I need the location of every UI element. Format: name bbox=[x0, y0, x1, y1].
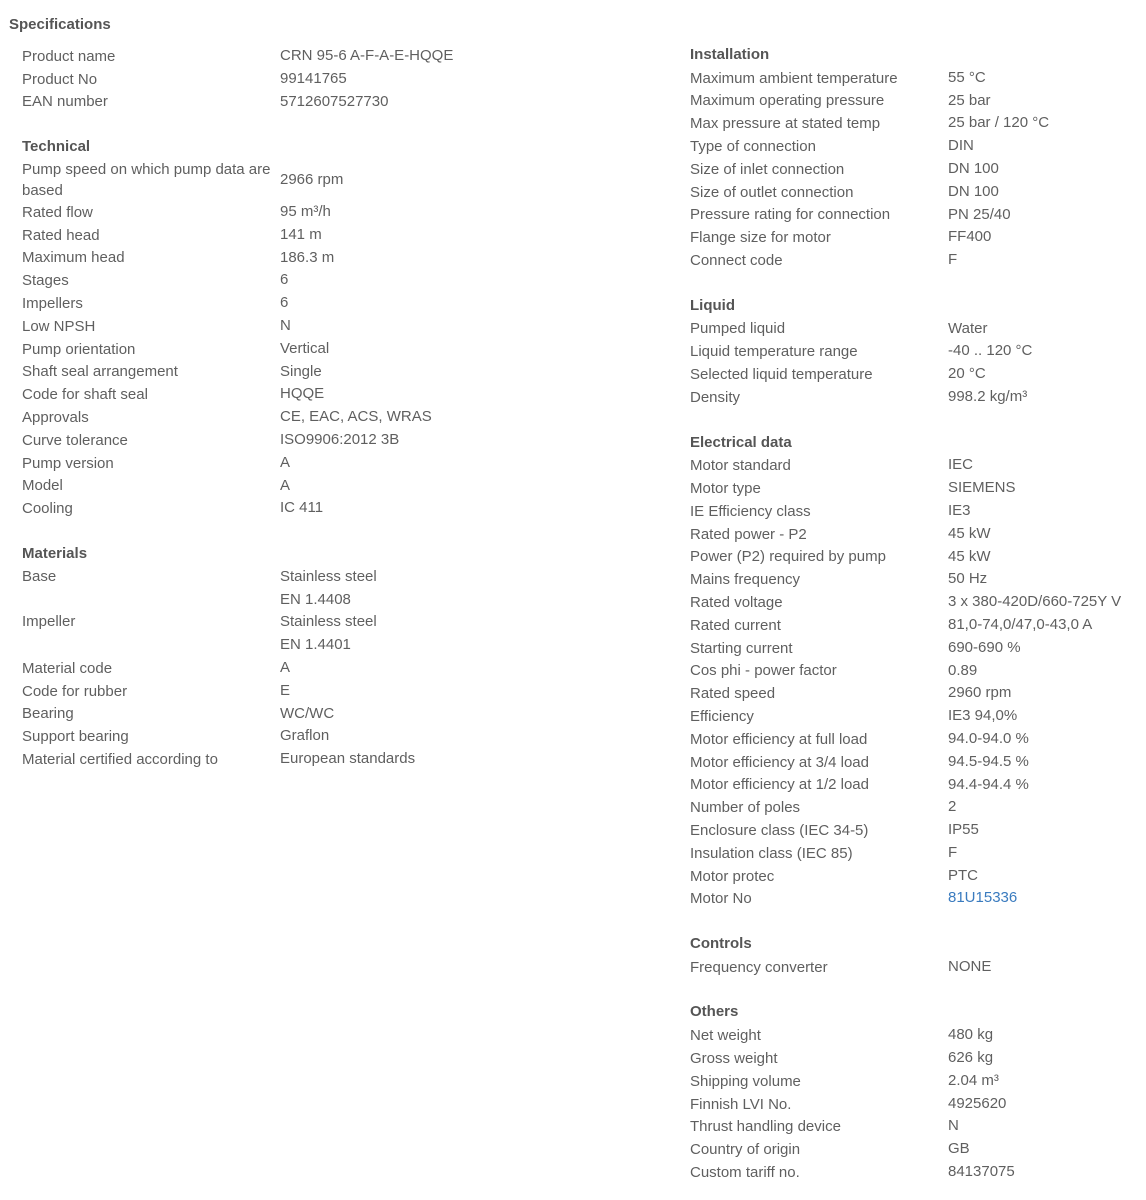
spec-label: Motor efficiency at full load bbox=[690, 730, 868, 748]
spec-value-line: 45 kW bbox=[948, 524, 991, 542]
spec-row-product-name bbox=[22, 45, 662, 68]
spec-row-shaft-seal-arrangement bbox=[22, 361, 662, 384]
spec-row-motor-efficiency-at-full-load bbox=[690, 728, 1140, 751]
spec-label: Density bbox=[690, 388, 741, 406]
spec-value bbox=[948, 112, 1049, 135]
spec-value-line: N bbox=[280, 316, 291, 334]
spec-label: Low NPSH bbox=[22, 317, 96, 335]
spec-label: Cooling bbox=[22, 500, 73, 518]
spec-row-approvals bbox=[22, 406, 662, 429]
spec-label: Net weight bbox=[690, 1027, 761, 1045]
spec-value-line: 2 bbox=[948, 798, 957, 816]
spec-value-line: IE3 94,0% bbox=[948, 707, 1018, 725]
spec-value-line: 94.4-94.4 % bbox=[948, 775, 1029, 793]
spec-row-maximum-operating-pressure bbox=[690, 90, 1140, 113]
spec-row-code-for-rubber bbox=[22, 680, 662, 703]
spec-label: Enclosure class (IEC 34-5) bbox=[690, 821, 869, 839]
spec-row-rated-power-p2 bbox=[690, 523, 1140, 546]
spec-value bbox=[280, 703, 334, 726]
spec-value bbox=[948, 318, 987, 341]
spec-section-others bbox=[690, 1001, 1140, 1183]
spec-value-line: 84137075 bbox=[948, 1163, 1015, 1181]
spec-value-line: EN 1.4408 bbox=[280, 590, 351, 608]
spec-value-line: IE3 bbox=[948, 501, 971, 519]
spec-value-line: IEC bbox=[948, 456, 974, 474]
spec-value-line: Vertical bbox=[280, 339, 330, 357]
spec-label: Number of poles bbox=[690, 799, 801, 817]
spec-row-pressure-rating-for-connection bbox=[690, 204, 1140, 227]
spec-value bbox=[948, 1047, 993, 1070]
spec-value-line: -40 .. 120 °C bbox=[948, 342, 1033, 360]
spec-label: Shipping volume bbox=[690, 1072, 801, 1090]
section-spacer bbox=[690, 409, 1140, 432]
spec-value-line: 25 bar bbox=[948, 91, 991, 109]
spec-label: Efficiency bbox=[690, 708, 754, 725]
spec-value-line: 2966 rpm bbox=[280, 170, 344, 188]
section-title: Liquid bbox=[690, 296, 735, 314]
spec-row-ean-number bbox=[22, 91, 662, 114]
spec-row-power-p2-required-by-pump bbox=[690, 546, 1140, 569]
spec-value-line: Graflon bbox=[280, 727, 330, 745]
spec-label: Connect code bbox=[690, 252, 783, 270]
spec-row-stages bbox=[22, 269, 662, 292]
spec-row-country-of-origin bbox=[690, 1138, 1140, 1161]
spec-row-type-of-connection bbox=[690, 135, 1140, 158]
spec-value bbox=[948, 500, 971, 523]
spec-value bbox=[948, 1070, 999, 1093]
spec-row-selected-liquid-temperature bbox=[690, 363, 1140, 386]
spec-value-line: 20 °C bbox=[948, 365, 986, 383]
spec-value-line: 690-690 % bbox=[948, 638, 1021, 656]
spec-row-cooling bbox=[22, 497, 662, 520]
spec-label: Starting current bbox=[690, 639, 793, 657]
spec-value-line: 94.5-94.5 % bbox=[948, 752, 1029, 770]
spec-value bbox=[280, 657, 290, 680]
spec-label: Approvals bbox=[22, 409, 89, 427]
section-spacer bbox=[690, 910, 1140, 933]
section-spacer bbox=[690, 979, 1140, 1002]
spec-row-motor-efficiency-at-1-2-load bbox=[690, 774, 1140, 797]
spec-value-line: 50 Hz bbox=[948, 570, 988, 588]
spec-row-pumped-liquid bbox=[690, 318, 1140, 341]
spec-row-thrust-handling-device bbox=[690, 1115, 1140, 1138]
spec-row-custom-tariff-no bbox=[690, 1161, 1140, 1184]
spec-value bbox=[948, 614, 1092, 637]
spec-row-cos-phi-power-factor bbox=[690, 660, 1140, 683]
spec-label: Motor type bbox=[690, 480, 761, 498]
spec-label: Model bbox=[22, 477, 63, 495]
spec-value bbox=[280, 315, 291, 338]
spec-row-pump-speed-on-which-pump-data-are-based bbox=[22, 159, 662, 201]
spec-value bbox=[948, 728, 1029, 751]
spec-label: IE Efficiency class bbox=[690, 502, 811, 520]
spec-row-material-code bbox=[22, 657, 662, 680]
right-spec-column bbox=[690, 44, 1140, 1184]
spec-value bbox=[280, 201, 331, 224]
spec-value bbox=[948, 249, 957, 272]
spec-value bbox=[280, 452, 290, 475]
spec-value-line: 0.89 bbox=[948, 661, 978, 679]
spec-row-max-pressure-at-stated-temp bbox=[690, 112, 1140, 135]
spec-row-pump-version bbox=[22, 452, 662, 475]
spec-label: Frequency converter bbox=[690, 958, 828, 976]
spec-value-line: 480 kg bbox=[948, 1026, 994, 1044]
spec-section-liquid bbox=[690, 295, 1140, 409]
spec-value bbox=[280, 68, 347, 91]
spec-row-rated-current bbox=[690, 614, 1140, 637]
spec-row-motor-type bbox=[690, 477, 1140, 500]
spec-label: Type of connection bbox=[690, 138, 816, 156]
spec-value-line: IP55 bbox=[948, 821, 979, 839]
spec-value bbox=[948, 454, 973, 477]
spec-section-materials bbox=[22, 543, 662, 771]
spec-label: Pump speed on which pump data are based bbox=[22, 160, 271, 199]
spec-row-density bbox=[690, 386, 1140, 409]
spec-row-motor-efficiency-at-3-4-load bbox=[690, 751, 1140, 774]
spec-value-line: 94.0-94.0 % bbox=[948, 729, 1029, 747]
section-title: Others bbox=[690, 1003, 739, 1021]
section-spacer bbox=[22, 113, 662, 136]
spec-label: Rated head bbox=[22, 226, 100, 244]
spec-value bbox=[948, 158, 999, 181]
spec-value-line: 626 kg bbox=[948, 1049, 994, 1067]
spec-row-rated-flow bbox=[22, 201, 662, 224]
spec-value bbox=[948, 226, 991, 249]
spec-label: Mains frequency bbox=[690, 571, 801, 589]
spec-value-line: ISO9906:2012 3B bbox=[280, 430, 400, 448]
spec-value-line: 5712607527730 bbox=[280, 92, 389, 110]
spec-label: Material code bbox=[22, 659, 113, 677]
spec-label: Selected liquid temperature bbox=[690, 366, 873, 384]
section-title: Electrical data bbox=[690, 433, 792, 451]
spec-value-line[interactable]: 81U15336 bbox=[948, 889, 1018, 907]
page-title: Specifications bbox=[9, 16, 111, 33]
spec-row-model bbox=[22, 475, 662, 498]
spec-row-enclosure-class-iec-34-5 bbox=[690, 819, 1140, 842]
spec-value bbox=[948, 956, 991, 979]
spec-label: Custom tariff no. bbox=[690, 1163, 800, 1181]
spec-value bbox=[280, 45, 453, 68]
spec-value bbox=[280, 292, 288, 315]
spec-row-rated-voltage bbox=[690, 591, 1140, 614]
spec-row-rated-speed bbox=[690, 682, 1140, 705]
section-title: Controls bbox=[690, 935, 752, 953]
spec-row-impellers bbox=[22, 292, 662, 315]
spec-value bbox=[280, 429, 399, 452]
spec-value bbox=[280, 748, 415, 771]
spec-label: Code for shaft seal bbox=[22, 386, 148, 404]
spec-value-line: HQQE bbox=[280, 385, 325, 403]
spec-value-line: 55 °C bbox=[948, 68, 986, 86]
spec-label: Base bbox=[22, 567, 57, 585]
spec-value-line: N bbox=[948, 1117, 959, 1135]
spec-value bbox=[948, 523, 991, 546]
spec-label: Thrust handling device bbox=[690, 1118, 841, 1136]
spec-label: EAN number bbox=[22, 93, 108, 111]
spec-value-line: IC 411 bbox=[280, 499, 324, 517]
spec-value bbox=[280, 406, 432, 429]
spec-row-code-for-shaft-seal bbox=[22, 383, 662, 406]
spec-row-material-certified-according-to bbox=[22, 748, 662, 771]
section-title: Installation bbox=[690, 46, 770, 63]
spec-value-line: Water bbox=[948, 319, 988, 337]
spec-label: Finnish LVI No. bbox=[690, 1095, 792, 1113]
spec-value-line: 99141765 bbox=[280, 69, 347, 87]
spec-value-line: 998.2 kg/m³ bbox=[948, 387, 1028, 405]
spec-value bbox=[948, 774, 1029, 797]
spec-value bbox=[948, 682, 1011, 705]
spec-label: Country of origin bbox=[690, 1141, 801, 1159]
spec-row-shipping-volume bbox=[690, 1070, 1140, 1093]
spec-label: Maximum head bbox=[22, 249, 125, 267]
spec-value-line: E bbox=[280, 681, 291, 699]
spec-value bbox=[280, 169, 343, 192]
spec-label: Impellers bbox=[22, 295, 83, 313]
spec-value-line: 2960 rpm bbox=[948, 684, 1012, 702]
spec-value-line: 186.3 m bbox=[280, 248, 335, 266]
spec-value bbox=[948, 135, 974, 158]
spec-value-line: NONE bbox=[948, 957, 992, 975]
spec-value bbox=[948, 751, 1029, 774]
spec-value-line: 95 m³/h bbox=[280, 202, 331, 220]
spec-value-line: WC/WC bbox=[280, 704, 335, 722]
spec-label: Stages bbox=[22, 272, 69, 290]
spec-label: Pump orientation bbox=[22, 340, 136, 358]
spec-row-gross-weight bbox=[690, 1047, 1140, 1070]
spec-value bbox=[948, 363, 986, 386]
spec-row-liquid-temperature-range bbox=[690, 340, 1140, 363]
spec-row-product-no bbox=[22, 68, 662, 91]
spec-value-line: Stainless steel bbox=[280, 613, 377, 631]
spec-value-link[interactable] bbox=[948, 887, 1017, 910]
spec-label: Maximum ambient temperature bbox=[690, 69, 898, 87]
section-title: Technical bbox=[22, 138, 91, 156]
spec-value-line: FF400 bbox=[948, 228, 992, 246]
spec-row-pump-orientation bbox=[22, 338, 662, 361]
spec-row-frequency-converter bbox=[690, 956, 1140, 979]
section-spacer bbox=[22, 520, 662, 543]
spec-value-line: Stainless steel bbox=[280, 567, 377, 585]
spec-label: Size of inlet connection bbox=[690, 160, 845, 178]
spec-row-rated-head bbox=[22, 224, 662, 247]
spec-row-efficiency bbox=[690, 705, 1140, 728]
spec-value-line: F bbox=[948, 251, 958, 269]
spec-label: Max pressure at stated temp bbox=[690, 115, 881, 133]
spec-section-general bbox=[22, 45, 662, 113]
spec-row-impeller bbox=[22, 611, 662, 657]
spec-label: Insulation class (IEC 85) bbox=[690, 844, 853, 862]
spec-value bbox=[948, 181, 999, 204]
spec-label: Bearing bbox=[22, 705, 74, 723]
spec-value bbox=[948, 1161, 1015, 1184]
spec-row-starting-current bbox=[690, 637, 1140, 660]
section-title: Materials bbox=[22, 544, 88, 562]
spec-row-number-of-poles bbox=[690, 796, 1140, 819]
spec-value bbox=[948, 340, 1032, 363]
spec-row-size-of-outlet-connection bbox=[690, 181, 1140, 204]
spec-label: Rated current bbox=[690, 616, 781, 634]
spec-label: Gross weight bbox=[690, 1049, 778, 1067]
spec-value-line: GB bbox=[948, 1140, 970, 1158]
spec-label: Motor efficiency at 3/4 load bbox=[690, 753, 869, 771]
spec-value bbox=[280, 224, 322, 247]
spec-value bbox=[280, 383, 324, 406]
spec-label: Rated speed bbox=[690, 685, 776, 703]
spec-value bbox=[280, 475, 290, 498]
spec-value-line: DIN bbox=[948, 137, 974, 155]
spec-value bbox=[280, 566, 377, 612]
spec-value bbox=[280, 247, 334, 270]
spec-label: Pressure rating for connection bbox=[690, 206, 891, 224]
spec-label: Maximum operating pressure bbox=[690, 92, 885, 110]
spec-value-line: 45 kW bbox=[948, 547, 991, 565]
spec-label: Pumped liquid bbox=[690, 320, 786, 338]
spec-section-controls bbox=[690, 933, 1140, 979]
spec-value bbox=[948, 568, 987, 591]
spec-label: Size of outlet connection bbox=[690, 183, 854, 201]
spec-value bbox=[948, 842, 957, 865]
spec-row-connect-code bbox=[690, 249, 1140, 272]
spec-value bbox=[280, 91, 388, 114]
spec-label: Rated flow bbox=[22, 203, 93, 221]
spec-label: Liquid temperature range bbox=[690, 343, 858, 361]
spec-value-line: A bbox=[280, 658, 291, 676]
spec-value-line: 141 m bbox=[280, 225, 322, 243]
spec-section-electrical-data bbox=[690, 432, 1140, 911]
spec-value bbox=[948, 637, 1021, 660]
spec-value bbox=[948, 67, 986, 90]
spec-value bbox=[948, 591, 1121, 614]
spec-value bbox=[948, 1115, 959, 1138]
spec-value-line: 2.04 m³ bbox=[948, 1071, 999, 1089]
spec-value bbox=[280, 338, 329, 361]
spec-value-line: 81,0-74,0/47,0-43,0 A bbox=[948, 615, 1093, 633]
spec-label: Product No bbox=[22, 70, 98, 88]
spec-row-ie-efficiency-class bbox=[690, 500, 1140, 523]
spec-label: Product name bbox=[22, 47, 116, 65]
spec-value bbox=[948, 865, 978, 888]
spec-value bbox=[280, 361, 322, 384]
spec-value bbox=[948, 546, 991, 569]
spec-label: Shaft seal arrangement bbox=[22, 363, 178, 381]
spec-value bbox=[948, 796, 956, 819]
spec-value-line: 25 bar / 120 °C bbox=[948, 114, 1050, 132]
spec-section-installation bbox=[690, 44, 1140, 272]
spec-label: Cos phi - power factor bbox=[690, 662, 837, 680]
spec-value bbox=[948, 204, 1011, 227]
spec-value-line: 6 bbox=[280, 294, 289, 312]
spec-value bbox=[280, 725, 329, 748]
spec-value bbox=[280, 497, 323, 520]
spec-value-line: EN 1.4401 bbox=[280, 636, 351, 654]
spec-value-line: CE, EAC, ACS, WRAS bbox=[280, 408, 432, 426]
spec-row-mains-frequency bbox=[690, 568, 1140, 591]
section-spacer bbox=[690, 272, 1140, 295]
spec-value-line: PTC bbox=[948, 866, 978, 884]
spec-value-line: SIEMENS bbox=[948, 479, 1016, 497]
spec-value-line: European standards bbox=[280, 750, 416, 768]
spec-value bbox=[948, 1093, 1006, 1116]
spec-row-bearing bbox=[22, 703, 662, 726]
spec-value bbox=[948, 386, 1027, 409]
spec-label: Motor standard bbox=[690, 457, 791, 475]
spec-label: Flange size for motor bbox=[690, 229, 831, 247]
spec-value bbox=[280, 680, 290, 703]
spec-row-insulation-class-iec-85 bbox=[690, 842, 1140, 865]
spec-value-line: PN 25/40 bbox=[948, 205, 1011, 223]
left-spec-column bbox=[22, 45, 662, 771]
spec-label: Motor efficiency at 1/2 load bbox=[690, 776, 869, 794]
spec-value-line: 3 x 380-420D/660-725Y V bbox=[948, 593, 1122, 611]
spec-label: Impeller bbox=[22, 613, 76, 631]
spec-row-low-npsh bbox=[22, 315, 662, 338]
spec-label: Motor No bbox=[690, 890, 752, 908]
spec-value bbox=[280, 269, 288, 292]
spec-row-motor-standard bbox=[690, 454, 1140, 477]
spec-value bbox=[948, 1138, 970, 1161]
spec-value-line: 4925620 bbox=[948, 1094, 1007, 1112]
spec-value-line: DN 100 bbox=[948, 159, 999, 177]
spec-value-line: DN 100 bbox=[948, 182, 999, 200]
spec-value-line: 6 bbox=[280, 271, 289, 289]
spec-value bbox=[280, 611, 377, 657]
spec-row-motor-protec bbox=[690, 865, 1140, 888]
spec-row-flange-size-for-motor bbox=[690, 226, 1140, 249]
spec-value bbox=[948, 477, 1016, 500]
spec-row-motor-no bbox=[690, 887, 1140, 910]
spec-section-technical bbox=[22, 136, 662, 520]
spec-value-line: Single bbox=[280, 362, 322, 380]
spec-label: Support bearing bbox=[22, 728, 129, 746]
spec-value bbox=[948, 660, 977, 683]
spec-value bbox=[948, 819, 979, 842]
spec-label: Rated power - P2 bbox=[690, 525, 807, 543]
spec-label: Curve tolerance bbox=[22, 431, 128, 449]
spec-row-finnish-lvi-no bbox=[690, 1093, 1140, 1116]
spec-row-maximum-head bbox=[22, 247, 662, 270]
spec-row-net-weight bbox=[690, 1024, 1140, 1047]
spec-row-size-of-inlet-connection bbox=[690, 158, 1140, 181]
spec-row-maximum-ambient-temperature bbox=[690, 67, 1140, 90]
spec-value-line: F bbox=[948, 843, 958, 861]
spec-label: Motor protec bbox=[690, 867, 775, 885]
spec-label: Code for rubber bbox=[22, 682, 128, 700]
spec-label: Pump version bbox=[22, 454, 114, 472]
spec-row-support-bearing bbox=[22, 725, 662, 748]
spec-row-curve-tolerance bbox=[22, 429, 662, 452]
spec-value bbox=[948, 90, 991, 113]
spec-value-line: A bbox=[280, 476, 291, 494]
spec-label: Rated voltage bbox=[690, 594, 783, 612]
spec-value bbox=[948, 705, 1017, 728]
spec-value-line: CRN 95-6 A-F-A-E-HQQE bbox=[280, 47, 454, 64]
spec-value-line: A bbox=[280, 453, 291, 471]
spec-label: Power (P2) required by pump bbox=[690, 548, 886, 566]
spec-value bbox=[948, 1024, 993, 1047]
spec-row-base bbox=[22, 566, 662, 612]
spec-label: Material certified according to bbox=[22, 751, 218, 768]
